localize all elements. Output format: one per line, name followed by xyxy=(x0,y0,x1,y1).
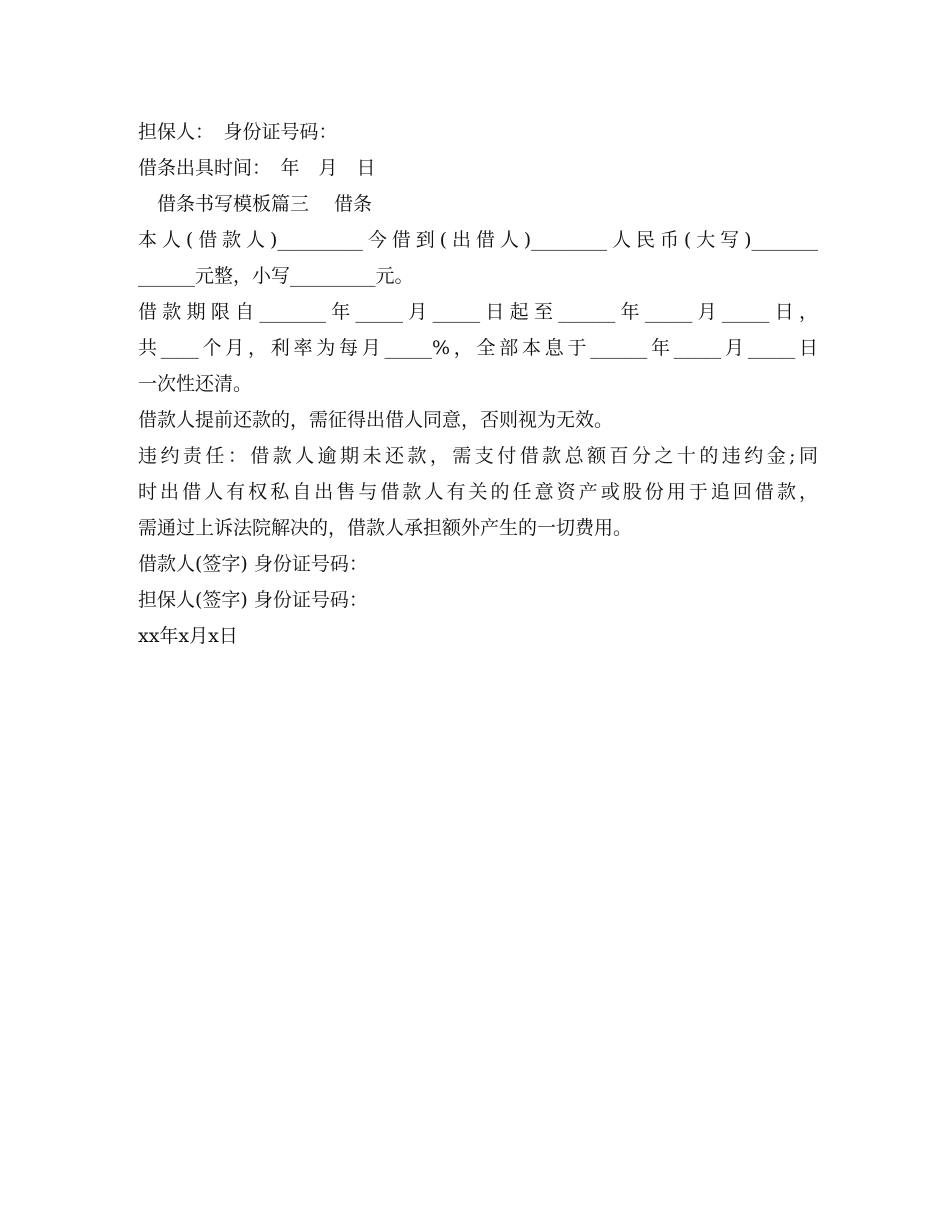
borrower-signature-line: 借款人(签字) 身份证号码： xyxy=(138,553,368,575)
early-repayment-clause: 借款人提前还款的，需征得出借人同意，否则视为无效。 xyxy=(138,409,614,431)
amount-figures-line: ______元整，小写_________元。 xyxy=(138,265,414,287)
issue-date-line: 借条出具时间： 年 月 日 xyxy=(138,157,376,179)
default-liability-line-1: 违约责任：借款人逾期未还款，需支付借款总额百分之十的违约金;同 xyxy=(138,445,818,467)
guarantor-id-line: 担保人： 身份证号码： xyxy=(138,121,338,143)
signing-date-line: xx年x月x日 xyxy=(138,625,238,647)
interest-rate-line: 共____个月，利率为每月_____%，全部本息于______年_____月_____日 xyxy=(138,337,818,359)
guarantor-signature-line: 担保人(签字) 身份证号码： xyxy=(138,589,368,611)
document-body xyxy=(138,114,818,654)
default-liability-line-2: 时出借人有权私自出售与借款人有关的任意资产或股份用于追回借款， xyxy=(138,481,818,503)
borrower-amount-line: 本人(借款人)_________今借到(出借人)________人民币(大写)_______ xyxy=(138,229,818,251)
default-liability-line-3: 需通过上诉法院解决的，借款人承担额外产生的一切费用。 xyxy=(138,517,633,539)
loan-period-line: 借款期限自_______年_____月_____日起至______年_____月_____日， xyxy=(138,301,818,323)
repayment-line: 一次性还清。 xyxy=(138,373,253,395)
section-heading: 借条书写模板篇三 借条 xyxy=(138,193,373,215)
